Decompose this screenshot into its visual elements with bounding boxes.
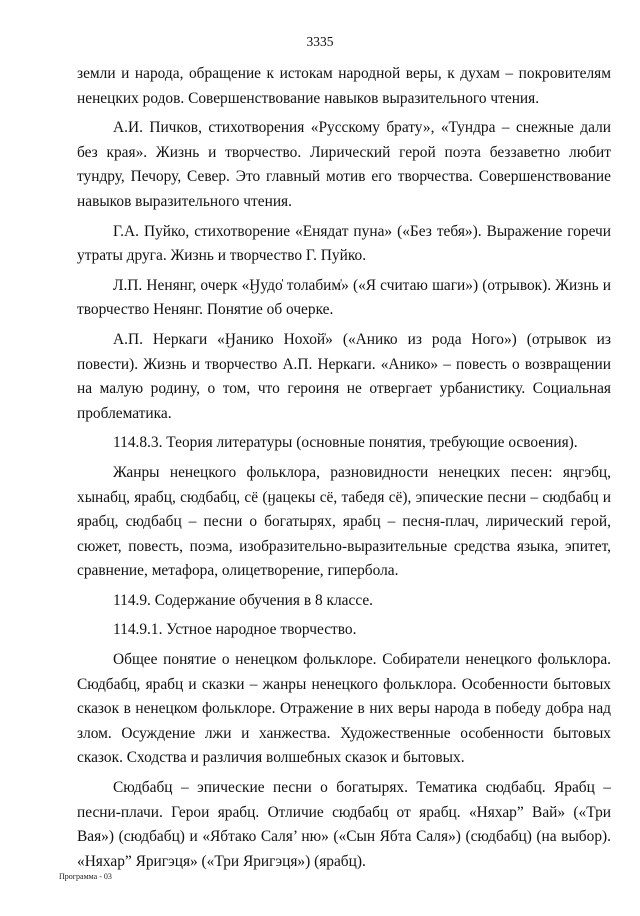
paragraph: Жанры ненецкого фольклора, разновидности ненецких песен: яңгэбц, хынабц, ярабц, сюдбабц, сё (ӈацекы сё, табедя сё), эпические песни – сюдбабц и ярабц, сюдбабц – песни о богатырях, ярабц – песня-плач, лирический герой, сюжет, повесть, поэма, изобразительно-выразительные средства языка, эпитет, сравнение, метафора, олицетворение, гипербола. (77, 463, 611, 580)
paragraph: А.П. Неркаги «Ӈанико Нохой̍» («Анико из рода Ного») (отрывок из повести). Жизнь и творчество А.П. Неркаги. «Анико» – повесть о возвращении на малую родину, о том, что героиня не отвергает урбанистику. Социальная проблематика. (77, 330, 611, 422)
paragraph: земли и народа, обращение к истокам народной веры, к духам – покровителям ненецких родов. Совершенствование навыков выразительного чтения. (77, 65, 611, 107)
paragraph: Г.А. Пуйко, стихотворение «Енядат пуна» («Без тебя»). Выражение горечи утраты друга. Жизнь и творчество Г. Пуйко. (77, 222, 611, 265)
paragraph: А.И. Пичков, стихотворения «Русскому брату», «Тундра – снежные дали без края». Жизнь и творчество. Лирический герой поэта беззаветно любит тундру, Печору, Север. Это главный мотив его творчества. Совершенствование навыков выразительного чтения. (77, 119, 611, 210)
footer-label: Программа - 03 (59, 872, 112, 881)
page-number: 3335 (306, 34, 334, 49)
document-body (77, 62, 611, 879)
section-heading: 114.9. Содержание обучения в 8 классе. (113, 591, 374, 609)
section-heading: 114.8.3. Теория литературы (основные понятия, требующие освоения). (113, 434, 578, 452)
section-heading: 114.9.1. Устное народное творчество. (113, 621, 357, 639)
paragraph: Сюдбабц – эпические песни о богатырях. Тематика сюдбабц. Ярабц – песни-плачи. Герои ярабц. Отличие сюдбабц от ярабц. «Няхар” Вай» («Три Вая») (сюдбабц) и «Ябтако Саля’ ню» («Сын Ябта Саля») (сюдбабц) (на выбор). «Няхар” Яригэця» («Три Яригэця») (ярабц). (77, 779, 611, 870)
paragraph: Общее понятие о ненецком фольклоре. Собиратели ненецкого фольклора. Сюдбабц, ярабц и сказки – жанры ненецкого фольклора. Особенности бытовых сказок в ненецком фольклоре. Отражение в них веры народа в победу добра над злом. Осуждение лжи и ханжества. Художественные особенности бытовых сказок. Сходства и различия волшебных сказок и бытовых. (77, 651, 611, 767)
paragraph: Л.П. Ненянг, очерк «Ӈудо̍ толабим̍» («Я считаю шаги») (отрывок). Жизнь и творчество Ненянг. Понятие об очерке. (77, 276, 611, 319)
